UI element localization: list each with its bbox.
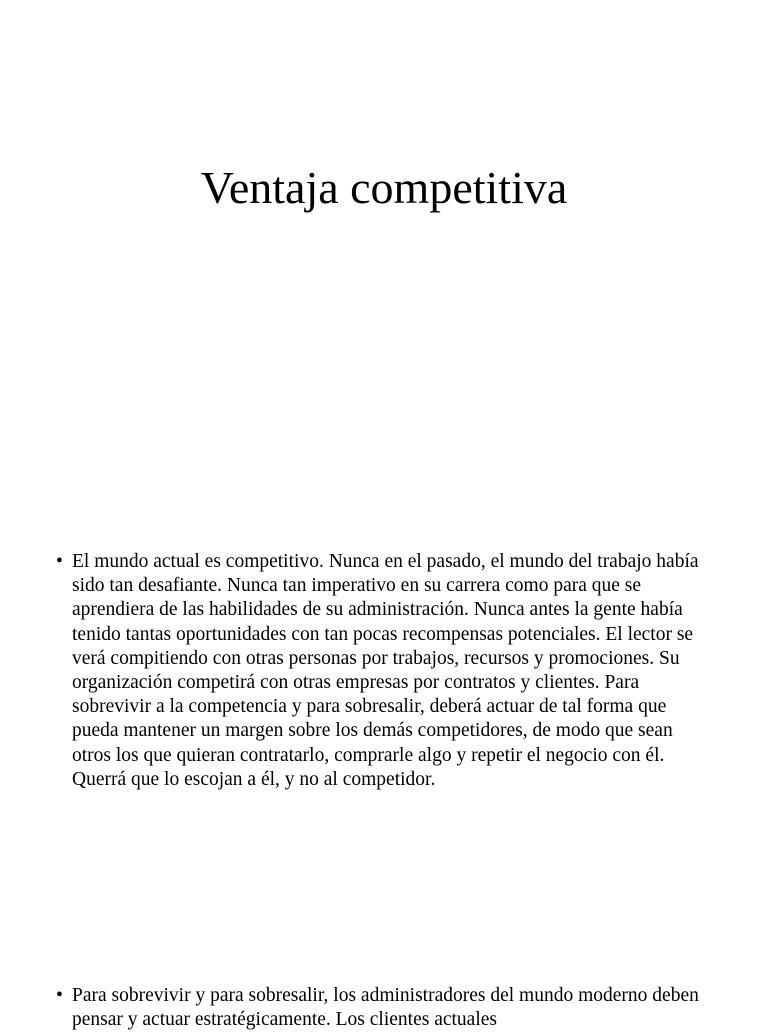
bullet-text: El mundo actual es competitivo. Nunca en el pasado, el mundo del trabajo había sido tan desafiante. Nunca tan imperativo en su carrera como para que se aprendiera de las habilidades de su administración. Nunca antes la gente había tenido tantas oportunidades con tan pocas recompensas potenciales. El lector se verá compitiendo con otras personas por trabajos, recursos y promociones. Su organización competirá con otras empresas por contratos y clientes. Para sobrevivir a la competencia y para sobresalir, deberá actuar de tal forma que pueda mantener un margen sobre los demás competidores, de modo que sean otros los que quieran contratarlo, comprarle algo y repetir el negocio con él. Querrá que lo escojan a él, y no al competidor. <box>72 551 699 790</box>
bullet-item <box>56 550 716 792</box>
bullet-text: Para sobrevivir y para sobresalir, los administradores del mundo moderno deben pensar y actuar estratégicamente. Los clientes actuales <box>72 985 699 1031</box>
bullet-marker: • <box>56 985 63 1006</box>
bullet-marker: • <box>56 551 63 572</box>
slide-title: Ventaja competitiva <box>200 162 568 213</box>
bullet-item <box>56 984 716 1032</box>
